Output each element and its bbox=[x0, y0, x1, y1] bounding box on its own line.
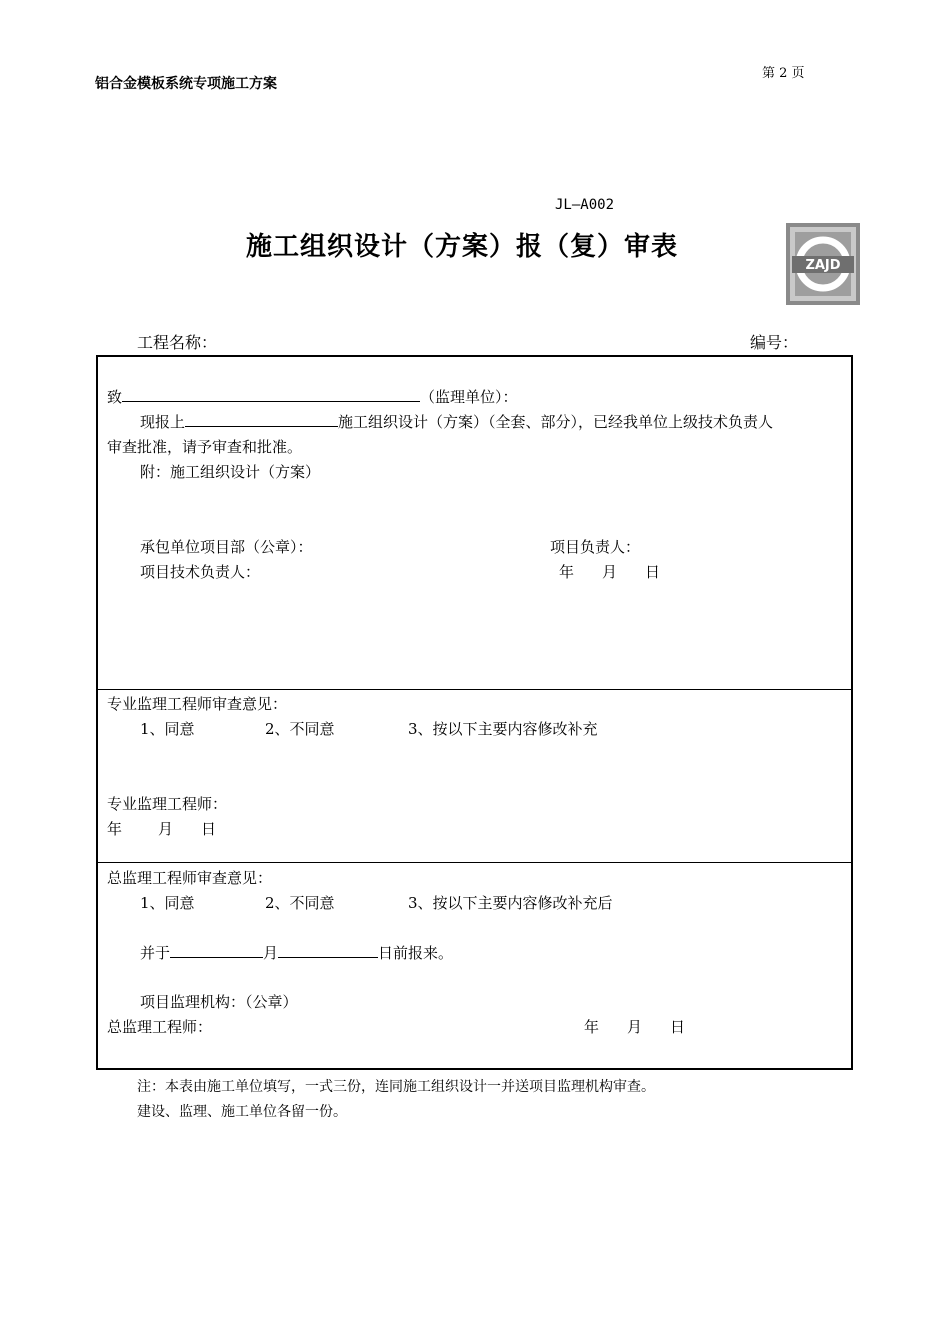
report-prefix: 现报上 bbox=[140, 413, 186, 431]
supervision-unit-blank[interactable] bbox=[122, 386, 420, 402]
specialist-option-disagree[interactable]: 2、不同意 bbox=[265, 720, 335, 738]
day-blank[interactable] bbox=[278, 942, 378, 958]
report-line-1 bbox=[140, 411, 773, 432]
form-code: JL—A002 bbox=[555, 197, 615, 213]
addressee-line bbox=[107, 386, 518, 407]
section1-date: 年 月 日 bbox=[559, 563, 661, 581]
resubmit-deadline-line: 并于 月 日前报来。 bbox=[140, 944, 454, 962]
report-line-2: 审查批准，请予审查和批准。 bbox=[107, 438, 303, 456]
logo-text: ZAJD bbox=[805, 258, 841, 273]
number-label: 编号： bbox=[750, 333, 799, 352]
tech-lead-label: 项目技术负责人： bbox=[140, 563, 261, 581]
chief-option-disagree[interactable]: 2、不同意 bbox=[265, 894, 335, 912]
chief-engineer-label: 总监理工程师： bbox=[107, 1018, 213, 1036]
section3-date: 年 月 日 bbox=[584, 1018, 686, 1036]
footer-note-2: 建设、监理、施工单位各留一份。 bbox=[137, 1104, 347, 1120]
project-manager-label: 项目负责人： bbox=[550, 538, 641, 556]
to-prefix: 致 bbox=[107, 388, 123, 406]
footer-note-1: 注：本表由施工单位填写，一式三份，连同施工组织设计一并送项目监理机构审查。 bbox=[137, 1079, 655, 1095]
document-header-title: 铝合金模板系统专项施工方案 bbox=[95, 76, 277, 92]
contractor-seal-label: 承包单位项目部（公章）： bbox=[140, 538, 313, 556]
to-suffix: （监理单位）： bbox=[420, 388, 518, 406]
project-name-label: 工程名称： bbox=[137, 333, 218, 352]
form-title: 施工组织设计（方案）报（复）审表 bbox=[246, 232, 679, 262]
page-number: 第 2 页 bbox=[762, 66, 805, 81]
section2-date: 年 月 日 bbox=[107, 820, 217, 838]
project-blank[interactable] bbox=[185, 411, 338, 427]
specialist-option-revise[interactable]: 3、按以下主要内容修改补充 bbox=[408, 720, 598, 738]
specialist-opinion-heading: 专业监理工程师审查意见： bbox=[107, 695, 288, 713]
chief-option-revise[interactable]: 3、按以下主要内容修改补充后 bbox=[408, 894, 613, 912]
company-logo bbox=[786, 223, 860, 305]
attachment-line: 附：施工组织设计（方案） bbox=[140, 463, 321, 481]
section-divider-1 bbox=[98, 689, 851, 690]
specialist-engineer-label: 专业监理工程师： bbox=[107, 795, 228, 813]
chief-option-agree[interactable]: 1、同意 bbox=[140, 894, 195, 912]
supervision-org-label: 项目监理机构：（公章） bbox=[140, 993, 298, 1011]
specialist-option-agree[interactable]: 1、同意 bbox=[140, 720, 195, 738]
section-divider-2 bbox=[98, 862, 851, 863]
report-suffix: 施工组织设计（方案）（全套、部分），已经我单位上级技术负责人 bbox=[338, 413, 774, 431]
chief-opinion-heading: 总监理工程师审查意见： bbox=[107, 869, 273, 887]
month-blank[interactable] bbox=[170, 942, 263, 958]
